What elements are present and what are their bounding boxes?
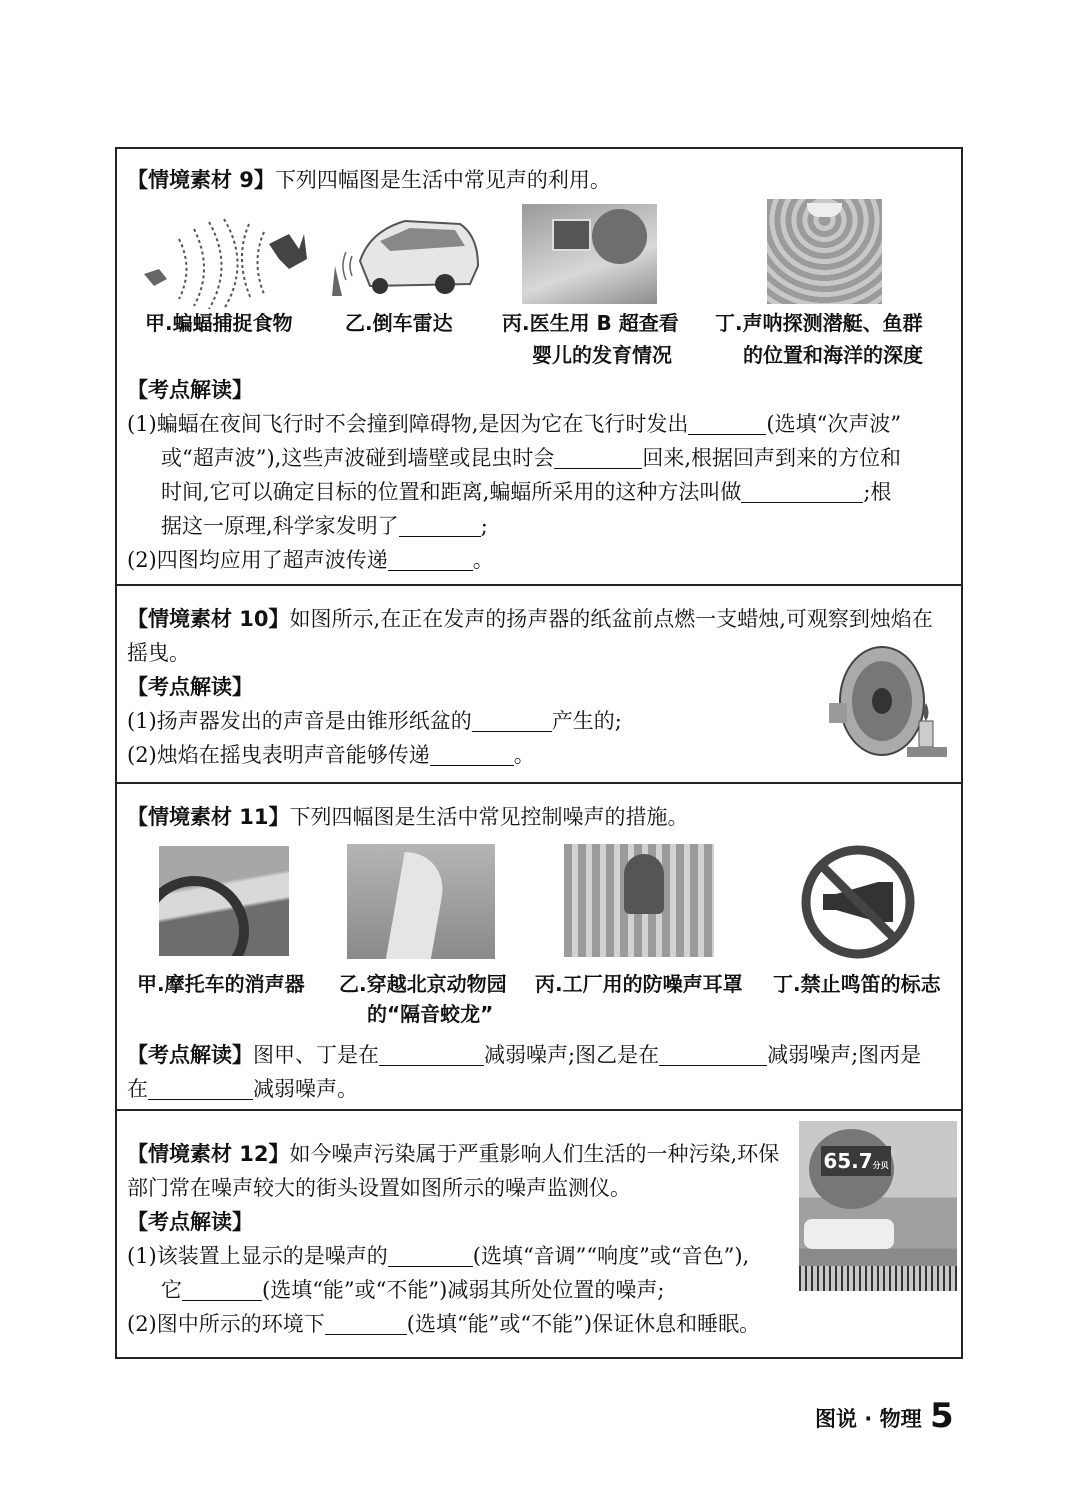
sonar-figure <box>767 199 882 304</box>
section-10 <box>117 586 961 784</box>
caption-barrier-2: 的“隔音蛟龙” <box>367 1002 494 1026</box>
caption-car: 乙.倒车雷达 <box>345 311 453 335</box>
s10-intro2: 摇曳。 <box>127 641 190 665</box>
caption-barrier-1: 乙.穿越北京动物园 <box>339 972 507 996</box>
s9-intro: 下列四幅图是生活中常见声的利用。 <box>274 168 611 192</box>
blank-ultrasonic[interactable] <box>688 412 766 435</box>
s12-heading: 【考点解读】 <box>127 1210 253 1234</box>
s12-q1-line2: 它 (选填“能”或“不能”)减弱其所处位置的噪声; <box>161 1278 665 1302</box>
section-12 <box>117 1111 961 1361</box>
caption-bat: 甲.蝙蝠捕捉食物 <box>145 311 293 335</box>
caption-ultrasound-1: 丙.医生用 B 超查看 <box>502 311 679 335</box>
blank-invention[interactable] <box>399 514 481 537</box>
s12-q1-line1: (1)该装置上显示的是噪声的 (选填“音调”“响度”或“音色”), <box>127 1244 750 1268</box>
ultrasound-figure <box>522 204 657 304</box>
blank-information[interactable] <box>388 548 473 571</box>
s9-q1-line2: 或“超声波”),这些声波碰到墙壁或昆虫时会 回来,根据回声到来的方位和 <box>161 446 902 470</box>
content-frame <box>115 147 963 1359</box>
muffler-figure <box>159 846 289 956</box>
caption-sonar-2: 的位置和海洋的深度 <box>743 343 923 367</box>
caption-no-horn: 丁.禁止鸣笛的标志 <box>773 972 941 996</box>
s11-q-line2: 在 减弱噪声。 <box>127 1077 358 1101</box>
s12-intro2: 部门常在噪声较大的街头设置如图所示的噪声监测仪。 <box>127 1176 631 1200</box>
blank-at-source[interactable] <box>379 1043 484 1066</box>
s10-q1-line: (1)扬声器发出的声音是由锥形纸盆的 产生的; <box>127 709 622 733</box>
s11-title: 【情境素材 11】 <box>127 805 290 829</box>
s10-title: 【情境素材 10】 <box>127 607 290 631</box>
s11-q-line1: 【考点解读】图甲、丁是在 减弱噪声;图乙是在 减弱噪声;图丙是 <box>127 1043 922 1067</box>
footer-book-title: 图说 · 物理 <box>815 1407 922 1431</box>
s12-title-line: 【情境素材 12】如今噪声污染属于严重影响人们生活的一种污染,环保 <box>127 1142 780 1166</box>
s9-q1-line4: 据这一原理,科学家发明了 ; <box>161 514 488 538</box>
blank-energy[interactable] <box>430 743 514 766</box>
s9-title: 【情境素材 9】 <box>127 168 275 192</box>
caption-sonar-1: 丁.声呐探测潜艇、鱼群 <box>715 311 923 335</box>
earmuff-worker-figure <box>564 844 714 957</box>
s10-q2-line: (2)烛焰在摇曳表明声音能够传递 。 <box>127 743 535 767</box>
s10-title-line: 【情境素材 10】如图所示,在正在发声的扬声器的纸盆前点燃一支蜡烛,可观察到烛焰在 <box>127 607 933 631</box>
page-number: 5 <box>930 1396 954 1436</box>
s9-q1-line1: (1)蝙蝠在夜间飞行时不会撞到障碍物,是因为它在飞行时发出 (选填“次声波” <box>127 412 902 436</box>
blank-in-transmission[interactable] <box>659 1043 767 1066</box>
blank-reflect[interactable] <box>554 446 642 469</box>
s12-title: 【情境素材 12】 <box>127 1142 290 1166</box>
caption-earmuff: 丙.工厂用的防噪声耳罩 <box>535 972 743 996</box>
car-figure <box>330 206 480 306</box>
s10-heading: 【考点解读】 <box>127 675 253 699</box>
blank-can-rest[interactable] <box>325 1312 407 1335</box>
s12-q2-line: (2)图中所示的环境下 (选填“能”或“不能”)保证休息和睡眠。 <box>127 1312 761 1336</box>
s9-title-line <box>127 163 611 197</box>
s9-q1-line3: 时间,它可以确定目标的位置和距离,蝙蝠所采用的这种方法叫做 ;根 <box>161 480 892 504</box>
sound-barrier-figure <box>347 844 495 959</box>
caption-muffler: 甲.摩托车的消声器 <box>137 972 305 996</box>
speaker-candle-figure <box>827 643 957 761</box>
blank-can-reduce[interactable] <box>182 1278 262 1301</box>
noise-unit: 分贝 <box>872 1161 889 1170</box>
section-11 <box>117 784 961 1111</box>
section-9 <box>117 149 961 586</box>
bat-figure <box>139 214 309 309</box>
no-horn-sign-icon <box>798 842 918 962</box>
caption-ultrasound-2: 婴儿的发育情况 <box>532 343 672 367</box>
blank-vibration[interactable] <box>472 709 552 732</box>
noise-reading: 65.7 <box>823 1149 873 1173</box>
blank-loudness[interactable] <box>388 1244 473 1267</box>
blank-echolocation[interactable] <box>741 480 863 503</box>
s9-heading: 【考点解读】 <box>127 378 253 402</box>
blank-at-ear[interactable] <box>148 1077 253 1100</box>
s11-title-line: 【情境素材 11】下列四幅图是生活中常见控制噪声的措施。 <box>127 805 689 829</box>
s9-q2-line: (2)四图均应用了超声波传递 。 <box>127 548 494 572</box>
noise-monitor-figure <box>799 1121 957 1291</box>
